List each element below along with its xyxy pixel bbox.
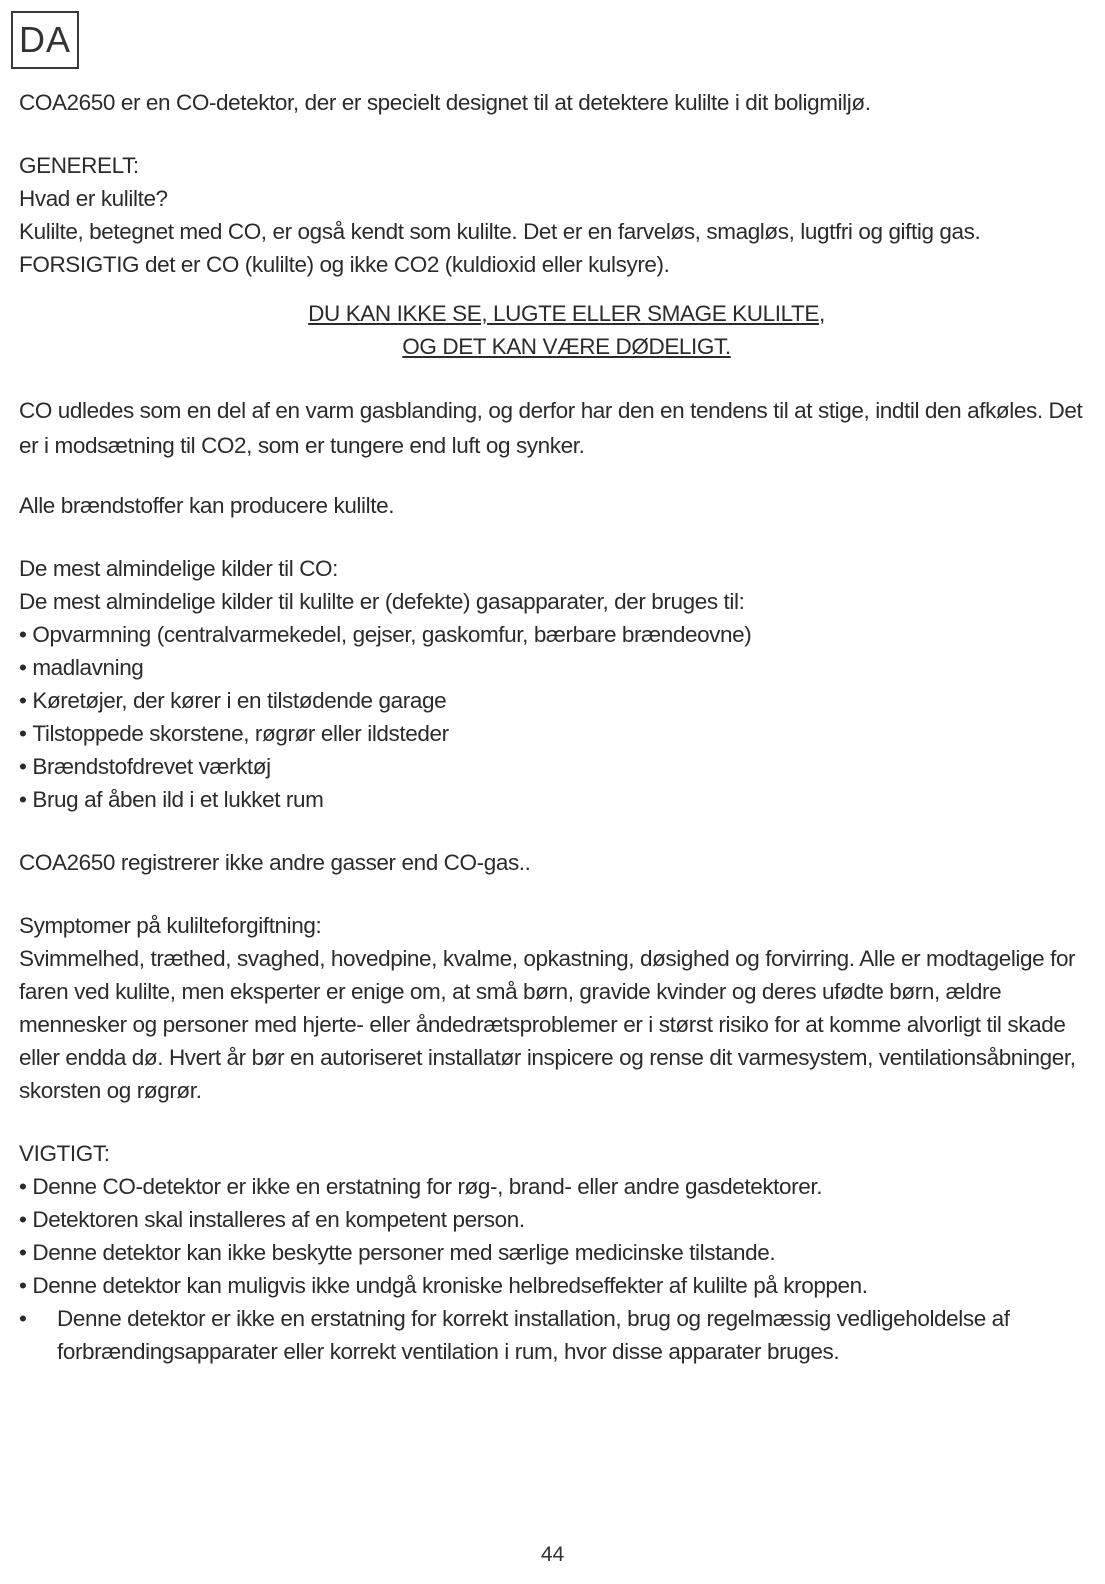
bullet-icon: • [19,1306,27,1331]
fuels-paragraph: Alle brændstoffer kan producere kulilte. [19,493,395,518]
intro-paragraph: COA2650 er en CO-detektor, der er specielt designet til at detektere kulilte i dit boligmiljø. [19,90,871,115]
important-heading: VIGTIGT: [19,1141,110,1166]
language-label: DA [18,19,71,60]
list-item: • Denne detektor kan muligvis ikke undgå kroniske helbredseffekter af kulilte på kroppen. [19,1269,1094,1302]
important-list [19,1170,1094,1302]
warning-block [39,297,1094,363]
symptoms-heading: Symptomer på kulilteforgiftning: [19,913,322,938]
co-rises-paragraph: CO udledes som en del af en varm gasblanding, og derfor har den en tendens til at stige, indtil den afkøles. Det er i modsætning til CO2, som er tungere end luft og synker. [19,398,1083,458]
list-item: • Brug af åben ild i et lukket rum [19,783,1094,816]
warning-line-1: DU KAN IKKE SE, LUGTE ELLER SMAGE KULILTE, [308,301,825,326]
list-item: • Denne detektor kan ikke beskytte personer med særlige medicinske tilstande. [19,1236,1094,1269]
list-item: • Opvarmning (centralvarmekedel, gejser, gaskomfur, bærbare brændeovne) [19,618,1094,651]
list-item-hanging [19,1302,1094,1368]
general-question: Hvad er kulilte? [19,186,168,211]
warning-line-2: OG DET KAN VÆRE DØDELIGT. [402,334,731,359]
list-item: • Denne CO-detektor er ikke en erstatning for røg-, brand- eller andre gasdetektorer. [19,1170,1094,1203]
list-item: • Tilstoppede skorstene, røgrør eller ildsteder [19,717,1094,750]
document-body [19,86,1094,1368]
list-item-text: Denne detektor er ikke en erstatning for korrekt installation, brug og regelmæssig vedligeholdelse af forbrændingsapparater eller korrekt ventilation i rum, hvor disse apparater bruges. [57,1306,1010,1364]
general-heading: GENERELT: [19,153,139,178]
general-line-2: FORSIGTIG det er CO (kulilte) og ikke CO2 (kuldioxid eller kulsyre). [19,252,670,277]
sources-heading: De mest almindelige kilder til CO: [19,556,339,581]
sources-list [19,618,1094,816]
page-number: 44 [540,1543,565,1566]
sources-intro: De mest almindelige kilder til kulilte er (defekte) gasapparater, der bruges til: [19,589,745,614]
no-other-gases-paragraph: COA2650 registrerer ikke andre gasser end CO-gas.. [19,850,531,875]
language-label-box [11,11,79,69]
list-item: • Køretøjer, der kører i en tilstødende garage [19,684,1094,717]
list-item: • Brændstofdrevet værktøj [19,750,1094,783]
general-line-1: Kulilte, betegnet med CO, er også kendt som kulilte. Det er en farveløs, smagløs, lugtfri og giftig gas. [19,219,981,244]
list-item: • Detektoren skal installeres af en kompetent person. [19,1203,1094,1236]
list-item: • madlavning [19,651,1094,684]
symptoms-paragraph: Svimmelhed, træthed, svaghed, hovedpine, kvalme, opkastning, døsighed og forvirring. Alle er modtagelige for faren ved kulilte, men eksperter er enige om, at små børn, gravide kvinder og deres ufødte børn, ældre mennesker og personer med hjerte- eller åndedrætsproblemer er i størst risiko for at komme alvorligt til skade eller endda dø. Hvert år bør en autoriseret installatør inspicere og rense dit varmesystem, ventilationsåbninger, skorsten og røgrør. [19,946,1076,1103]
